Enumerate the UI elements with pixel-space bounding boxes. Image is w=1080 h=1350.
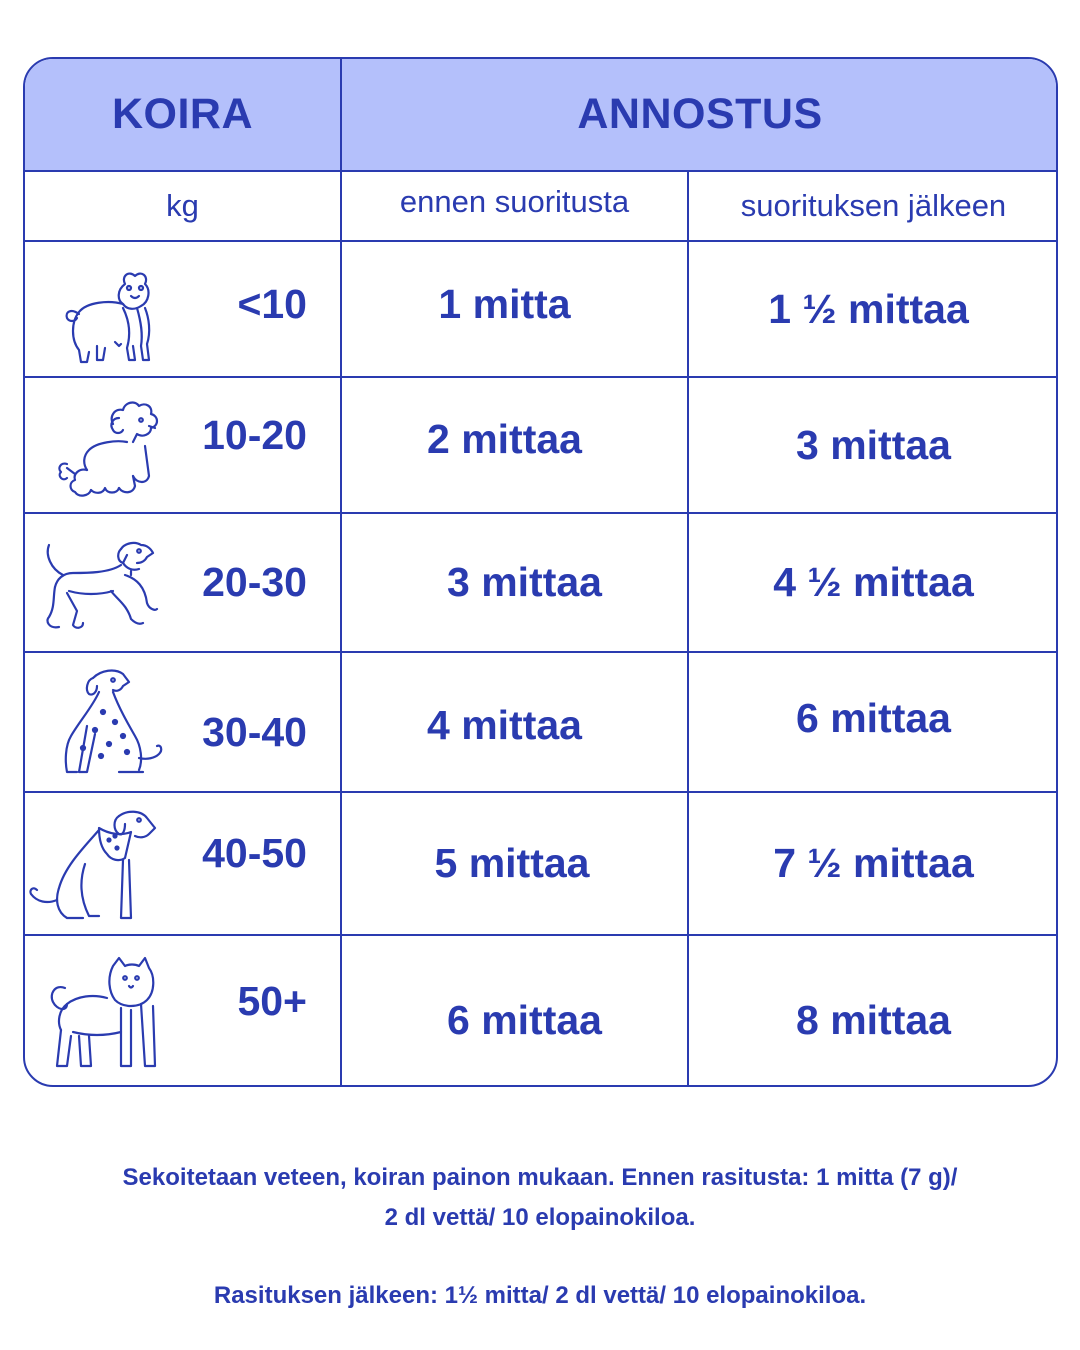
dalmatian-icon — [43, 664, 169, 782]
dose-before: 1 mitta — [438, 280, 571, 327]
weight-label: 50+ — [237, 978, 307, 1024]
bandana-dog-icon — [27, 804, 169, 926]
header-dog: KOIRA — [111, 90, 254, 138]
dose-before: 4 mittaa — [427, 701, 582, 748]
weight-label: 20-30 — [202, 559, 307, 605]
dose-after: 1 ½ mittaa — [768, 285, 969, 332]
dose-before: 2 mittaa — [427, 415, 582, 462]
poodle-icon — [53, 394, 165, 504]
footer-line: 2 dl vettä/ 10 elopainokiloa. — [384, 1204, 696, 1231]
weight-label: 10-20 — [202, 411, 307, 458]
footer-note — [40, 1158, 1040, 1238]
dose-after: 4 ½ mittaa — [773, 559, 974, 605]
footer-note-after — [40, 1276, 1040, 1316]
dose-before: 5 mittaa — [434, 840, 590, 886]
footer-line: Sekoitetaan veteen, koiran painon mukaan. Ennen rasitusta: 1 mitta (7 g)/ — [122, 1164, 958, 1191]
subheader-kg: kg — [166, 188, 199, 223]
dosage-table — [23, 57, 1058, 1087]
footer-line: Rasituksen jälkeen: 1½ mitta/ 2 dl vettä/ 10 elopainokiloa. — [213, 1282, 867, 1309]
dose-after: 8 mittaa — [796, 997, 951, 1043]
dose-after: 6 mittaa — [796, 694, 951, 741]
header-dosage: ANNOSTUS — [577, 90, 823, 138]
subheader-after: suorituksen jälkeen — [740, 188, 1007, 223]
dose-after: 7 ½ mittaa — [773, 840, 974, 886]
dose-before: 3 mittaa — [447, 559, 602, 605]
dose-after: 3 mittaa — [796, 421, 951, 468]
spitz-dog-icon — [41, 952, 165, 1074]
subheader-before: ennen suoritusta — [399, 184, 630, 219]
dose-before: 6 mittaa — [447, 997, 602, 1043]
weight-label: <10 — [237, 280, 307, 327]
weight-label: 30-40 — [202, 708, 307, 755]
weight-label: 40-50 — [202, 830, 307, 876]
pug-icon — [53, 264, 163, 369]
running-dog-icon — [39, 531, 167, 641]
